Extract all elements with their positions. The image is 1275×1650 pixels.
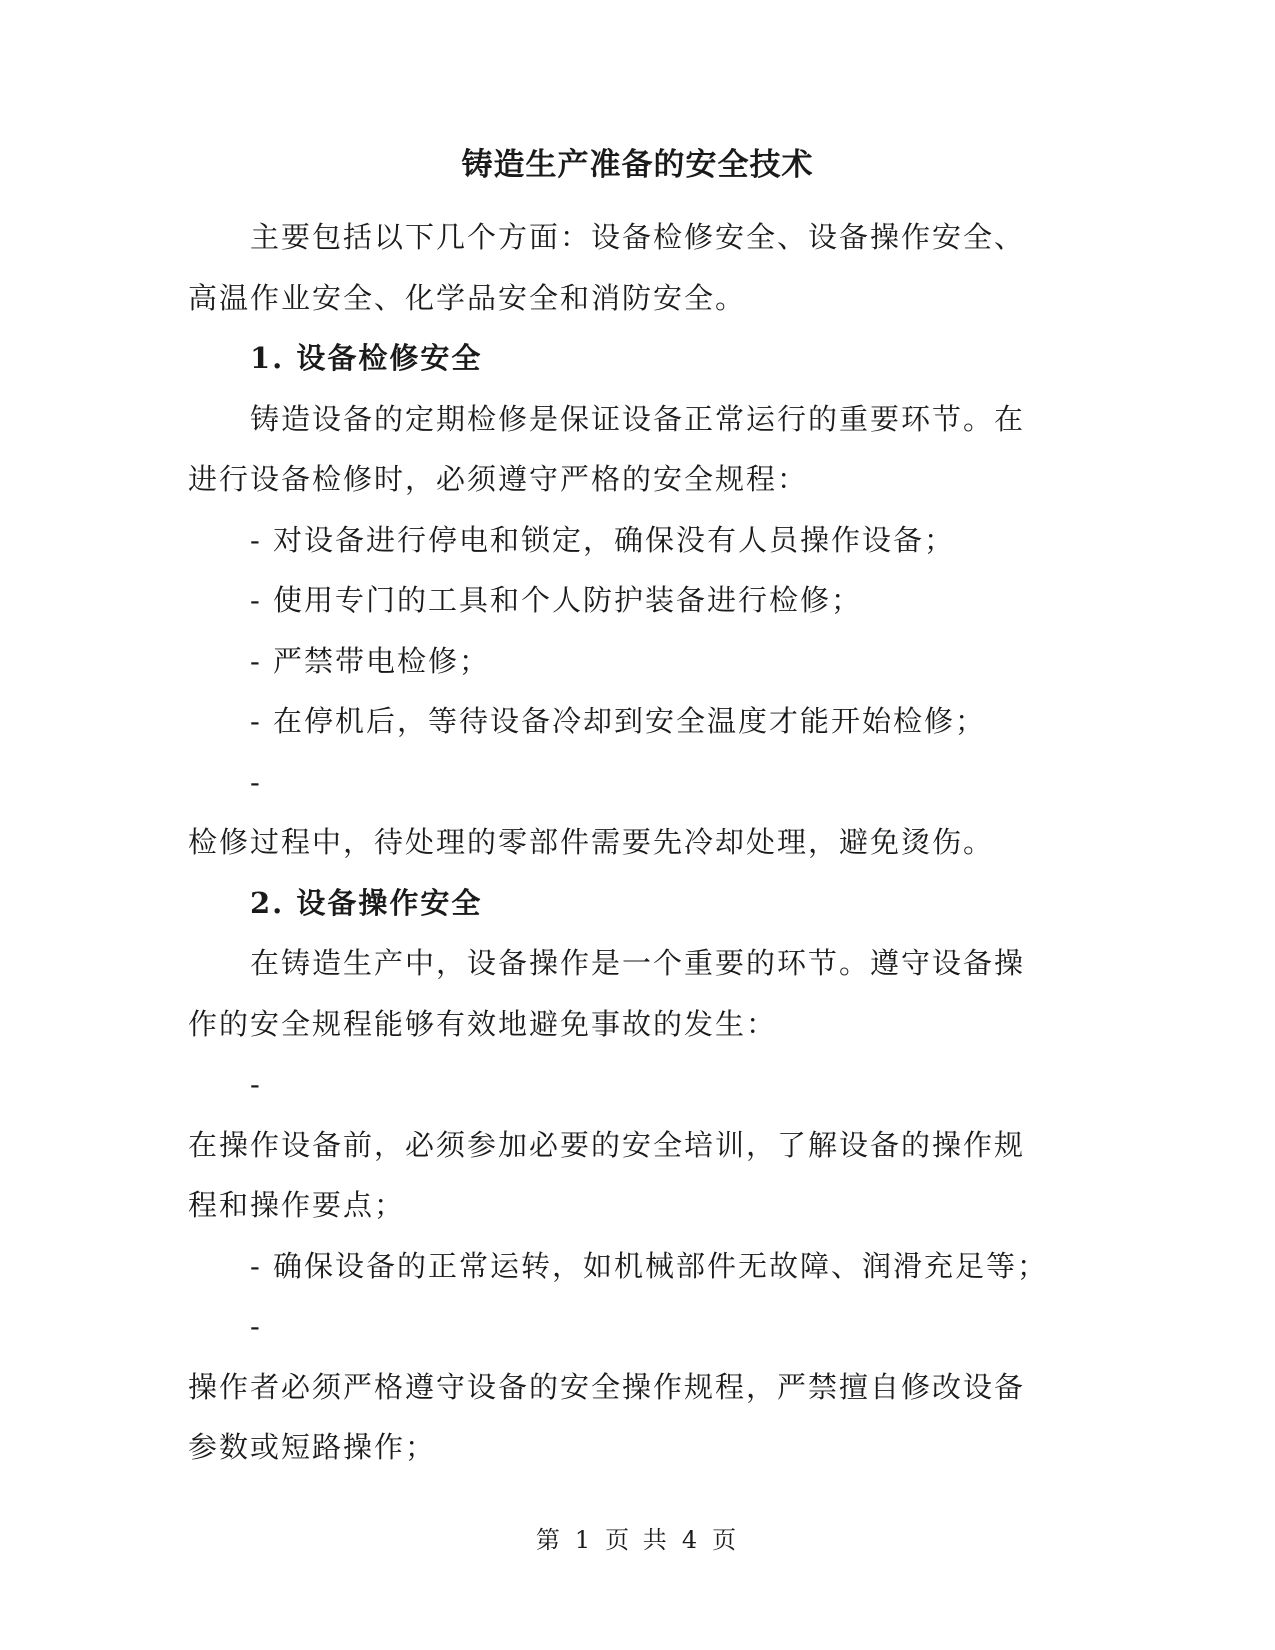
section-1-item-5: 检修过程中，待处理的零部件需要先冷却处理，避免烫伤。 <box>188 825 995 859</box>
section-2-item-3-dash: - <box>250 1309 262 1343</box>
page-footer <box>0 1524 1275 1556</box>
section-2-item-1: 在操作设备前，必须参加必要的安全培训，了解设备的操作规程和操作要点； <box>188 1127 1026 1222</box>
section-2-heading: 2. 设备操作安全 <box>250 885 483 920</box>
section-2-item-3: 操作者必须严格遵守设备的安全操作规程，严禁擅自修改设备参数或短路操作； <box>188 1369 1026 1464</box>
section-1-paragraph: 铸造设备的定期检修是保证设备正常运行的重要环节。在进行设备检修时，必须遵守严格的安全规程： <box>188 401 1026 496</box>
footer-total-pages: 4 <box>681 1526 701 1554</box>
footer-page-prefix: 第 <box>535 1526 563 1554</box>
section-2-item-1-dash: - <box>250 1067 262 1101</box>
section-2-paragraph: 在铸造生产中，设备操作是一个重要的环节。遵守设备操作的安全规程能够有效地避免事故的发生： <box>188 946 1026 1041</box>
section-1-item-3: - 严禁带电检修； <box>250 643 491 678</box>
section-1-item-4: - 在停机后，等待设备冷却到安全温度才能开始检修； <box>250 704 987 738</box>
footer-current-page: 1 <box>574 1526 594 1554</box>
footer-page-mid: 页 共 <box>605 1526 670 1554</box>
footer-page-suffix: 页 <box>712 1526 740 1554</box>
section-1-item-1: - 对设备进行停电和锁定，确保没有人员操作设备； <box>250 522 956 557</box>
document-body <box>188 207 1048 1478</box>
section-1-item-5-dash: - <box>250 764 262 799</box>
section-1-item-2: - 使用专门的工具和个人防护装备进行检修； <box>250 583 863 617</box>
document-title: 铸造生产准备的安全技术 <box>461 147 814 183</box>
intro-paragraph: 主要包括以下几个方面：设备检修安全、设备操作安全、高温作业安全、化学品安全和消防安全。 <box>188 220 1026 315</box>
section-2-item-2: - 确保设备的正常运转，如机械部件无故障、润滑充足等； <box>250 1248 1049 1283</box>
section-1-heading: 1. 设备检修安全 <box>250 341 483 375</box>
